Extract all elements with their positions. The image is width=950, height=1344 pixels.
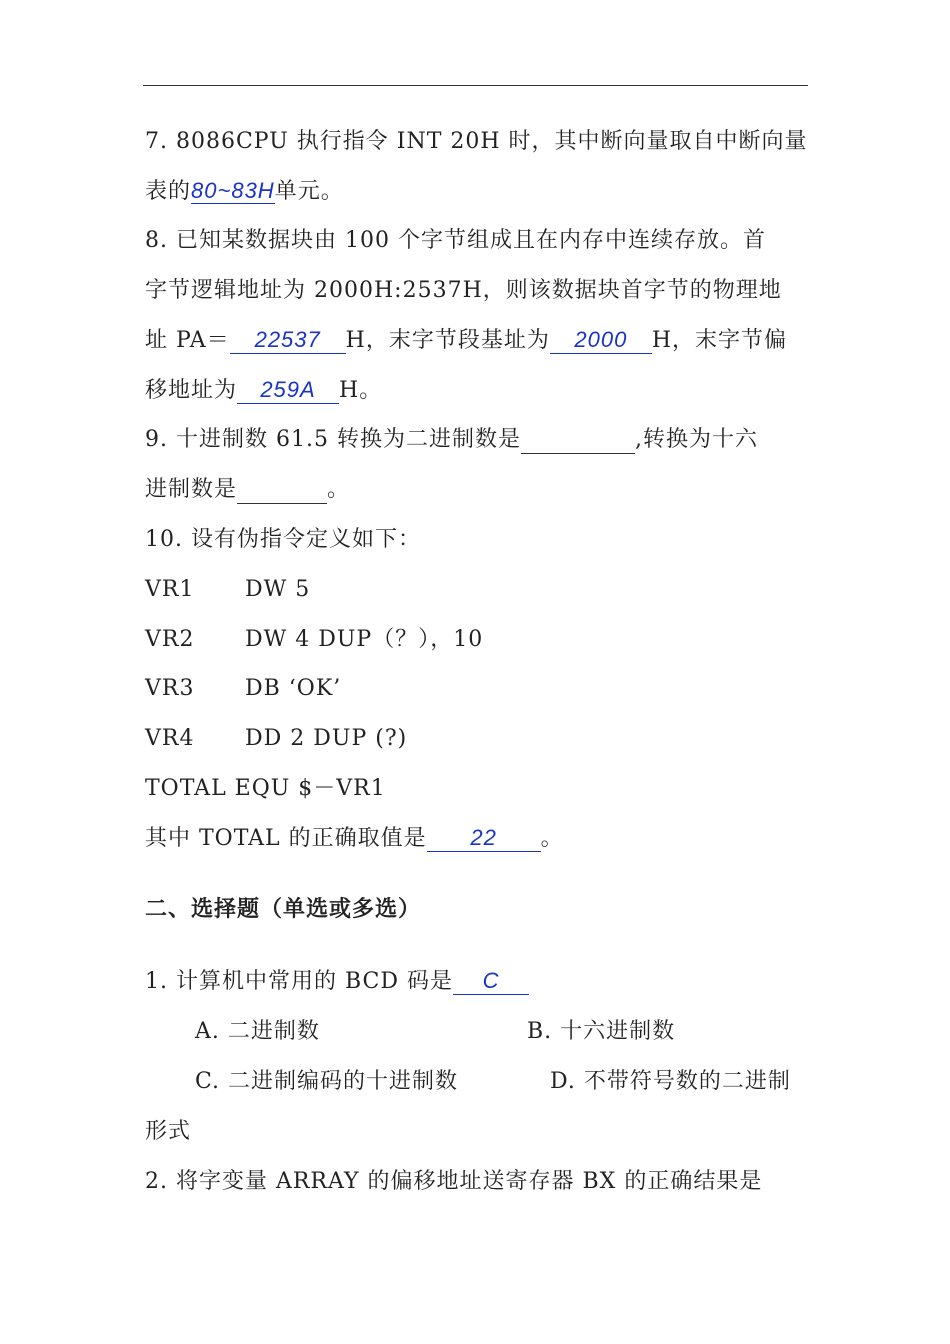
q10-result-post: 。 xyxy=(540,826,564,851)
q10-result-line xyxy=(145,824,564,854)
header-rule xyxy=(143,85,808,86)
code-instr-vr3: DB ‘OK’ xyxy=(245,676,342,701)
q9-line1-pre: 9. 十进制数 61.5 转换为二进制数是 xyxy=(145,427,521,452)
q8-line4-pre: 移地址为 xyxy=(145,378,238,403)
q9-line2-pre: 进制数是 xyxy=(145,477,238,502)
q10-answer-total: 22 xyxy=(427,825,541,852)
q9-line2-post: 。 xyxy=(327,477,351,502)
q9-blank-hex xyxy=(237,477,327,504)
mc1-option-a: A. 二进制数 xyxy=(195,1019,320,1044)
q10-total-line: TOTAL EQU $－VR1 xyxy=(145,776,386,801)
q7-line1: 7. 8086CPU 执行指令 INT 20H 时，其中断向量取自中断向量 xyxy=(145,129,808,154)
q9-line1-post: ,转换为十六 xyxy=(634,427,758,452)
mc2-question: 2. 将字变量 ARRAY 的偏移地址送寄存器 BX 的正确结果是 xyxy=(145,1169,763,1194)
q8-line2: 字节逻辑地址为 2000H:2537H，则该数据块首字节的物理地 xyxy=(145,278,782,303)
q8-line3-mid: H，末字节段基址为 xyxy=(345,328,550,353)
mc1-question-line xyxy=(145,967,529,997)
mc1-option-d-continued: 形式 xyxy=(145,1119,192,1144)
q8-line3-post: H，末字节偏 xyxy=(651,328,788,353)
q7-line2-post: 单元。 xyxy=(274,179,344,204)
mc1-option-c: C. 二进制编码的十进制数 xyxy=(195,1069,459,1094)
code-label-vr2: VR2 xyxy=(145,627,195,652)
q9-line2 xyxy=(145,475,350,505)
q9-line1 xyxy=(145,425,758,455)
mc1-answer: C xyxy=(453,968,529,995)
q10-code-line xyxy=(145,724,407,754)
mc1-question: 1. 计算机中常用的 BCD 码是 xyxy=(145,969,454,994)
q7-line2-pre: 表的 xyxy=(145,179,192,204)
q9-blank-binary xyxy=(521,427,635,454)
q8-answer-segment-base: 2000 xyxy=(550,327,652,354)
q8-answer-offset: 259A xyxy=(237,377,339,404)
code-label-vr4: VR4 xyxy=(145,726,195,751)
mc1-option-d: D. 不带符号数的二进制 xyxy=(550,1069,791,1094)
q8-line1: 8. 已知某数据块由 100 个字节组成且在内存中连续存放。首 xyxy=(145,228,766,253)
q10-code-line xyxy=(145,575,310,605)
section-heading: 二、选择题（单选或多选） xyxy=(145,897,422,922)
q7-answer: 80~83H xyxy=(191,178,275,203)
q10-result-pre: 其中 TOTAL 的正确取值是 xyxy=(145,826,427,851)
code-label-vr1: VR1 xyxy=(145,577,195,602)
q7-line2 xyxy=(145,176,344,207)
code-instr-vr1: DW 5 xyxy=(245,577,311,602)
q8-line4 xyxy=(145,376,382,406)
mc1-option-b: B. 十六进制数 xyxy=(527,1019,676,1044)
code-instr-vr4: DD 2 DUP (?) xyxy=(245,726,408,751)
code-label-vr3: VR3 xyxy=(145,676,195,701)
q10-code-line xyxy=(145,625,483,655)
code-instr-vr2: DW 4 DUP（？），10 xyxy=(245,627,484,652)
q10-code-line xyxy=(145,674,341,704)
q8-line4-post: H。 xyxy=(339,378,383,403)
q10-intro: 10. 设有伪指令定义如下： xyxy=(145,527,421,552)
q8-line3-pre: 址 PA＝ xyxy=(145,328,230,353)
q8-answer-physical-address: 22537 xyxy=(230,327,346,354)
q8-line3 xyxy=(145,326,787,356)
